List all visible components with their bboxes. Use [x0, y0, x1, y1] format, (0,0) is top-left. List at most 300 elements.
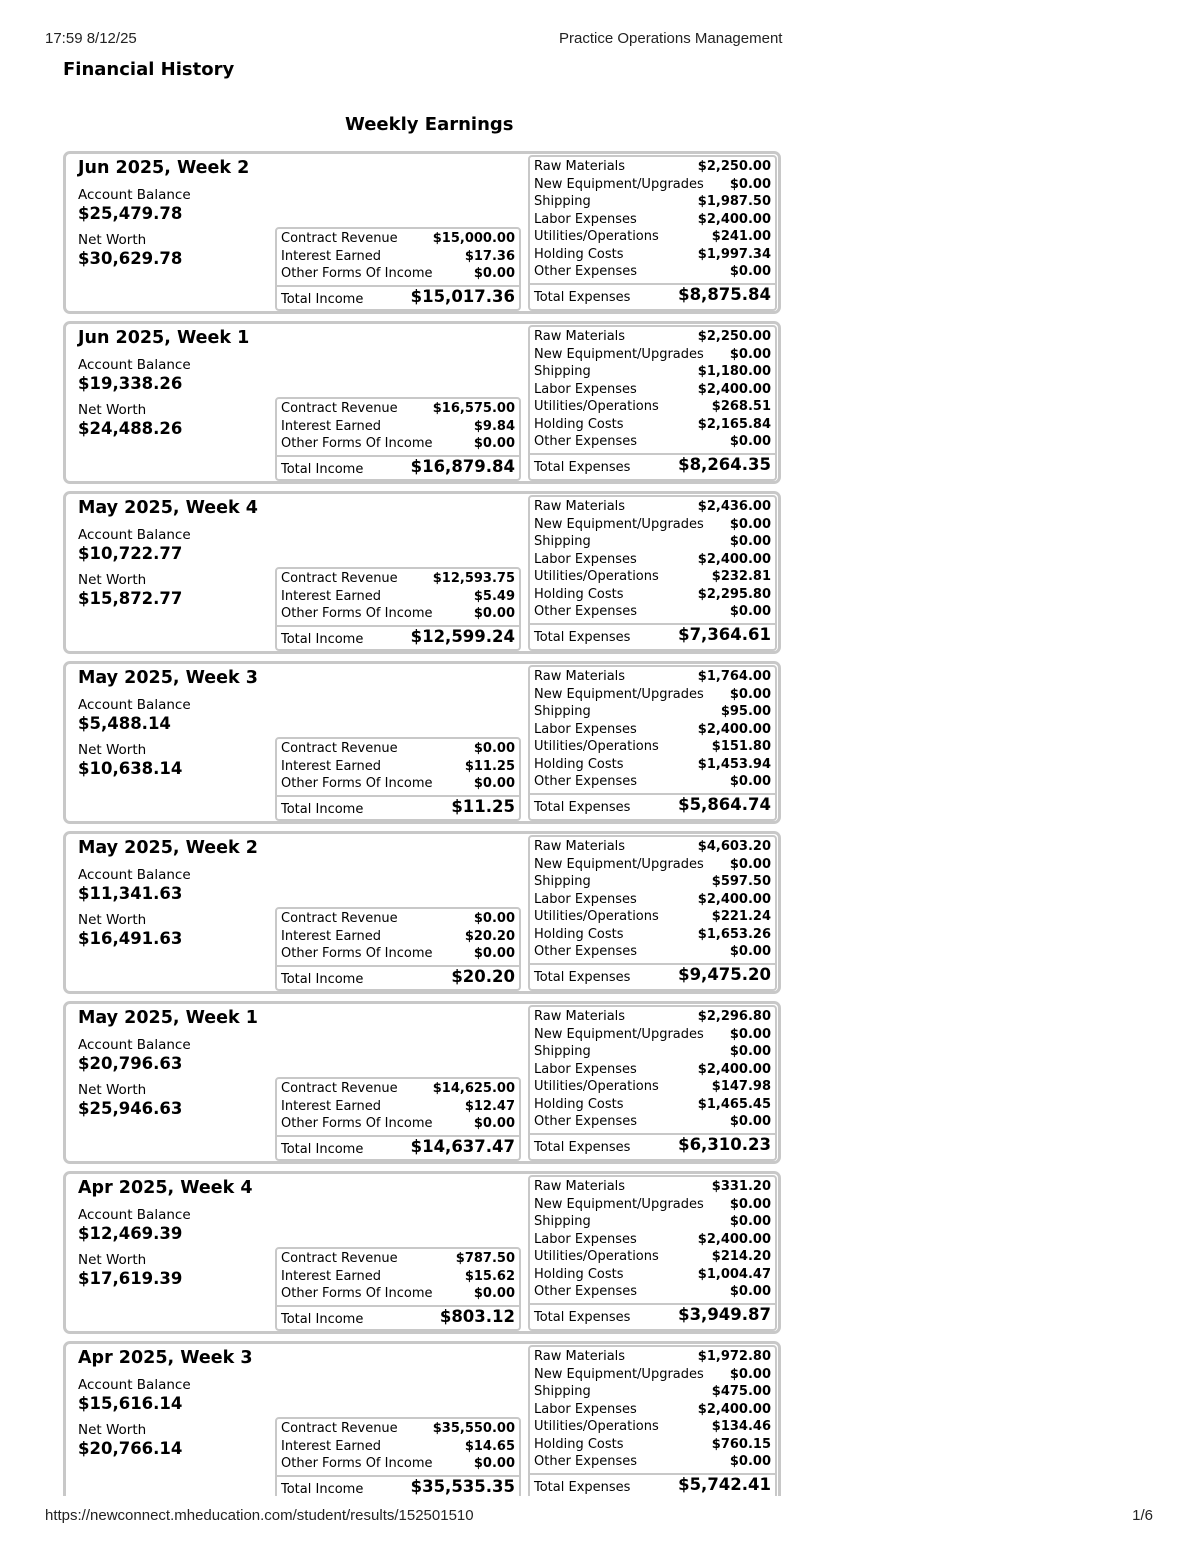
holding-costs-value: $1,653.26: [697, 926, 771, 942]
holding-costs-row: [530, 1096, 775, 1114]
raw-materials-row: [530, 1008, 775, 1026]
holding-costs-value: $1,465.45: [697, 1096, 771, 1112]
week-title: Jun 2025, Week 2: [78, 158, 250, 178]
other-income-value: $0.00: [473, 1286, 515, 1301]
total-expenses-value: $8,264.35: [678, 454, 771, 474]
print-datetime: 17:59 8/12/25: [45, 30, 137, 47]
new-equipment-row: [530, 1026, 775, 1044]
interest-earned-row: [277, 418, 519, 436]
account-balance-value: $19,338.26: [78, 374, 183, 393]
shipping-value: $0.00: [729, 1044, 771, 1059]
raw-materials-label: Raw Materials: [534, 499, 626, 514]
contract-revenue-label: Contract Revenue: [281, 911, 398, 926]
utilities-label: Utilities/Operations: [534, 399, 659, 414]
account-balance-label: Account Balance: [78, 867, 191, 883]
holding-costs-row: [530, 416, 775, 434]
new-equipment-value: $0.00: [729, 1196, 771, 1212]
shipping-value: $1,987.50: [697, 194, 771, 209]
total-expenses-label: Total Expenses: [534, 629, 631, 645]
total-expenses-label: Total Expenses: [534, 1309, 631, 1325]
new-equipment-label: New Equipment/Upgrades: [534, 1366, 704, 1382]
contract-revenue-label: Contract Revenue: [281, 231, 398, 246]
holding-costs-label: Holding Costs: [534, 416, 624, 432]
interest-earned-row: [277, 1098, 519, 1116]
holding-costs-label: Holding Costs: [534, 1436, 624, 1452]
net-worth-label: Net Worth: [78, 1422, 147, 1438]
interest-earned-label: Interest Earned: [281, 1098, 382, 1114]
total-expenses-value: $5,864.74: [678, 794, 771, 814]
total-income-label: Total Income: [281, 461, 364, 477]
expense-table: [528, 1175, 777, 1331]
shipping-label: Shipping: [534, 534, 591, 549]
interest-earned-row: [277, 928, 519, 946]
total-income-value: $12,599.24: [410, 626, 515, 646]
contract-revenue-value: $15,000.00: [432, 231, 515, 246]
other-expenses-row: [530, 603, 775, 621]
raw-materials-value: $331.20: [711, 1179, 771, 1194]
holding-costs-label: Holding Costs: [534, 1266, 624, 1282]
new-equipment-row: [530, 686, 775, 704]
raw-materials-row: [530, 158, 775, 176]
other-expenses-label: Other Expenses: [534, 1114, 637, 1129]
total-income-label: Total Income: [281, 1311, 364, 1327]
total-income-row: [277, 455, 519, 477]
raw-materials-row: [530, 1348, 775, 1366]
section-title: Weekly Earnings: [345, 114, 514, 135]
contract-revenue-row: [277, 570, 519, 588]
total-expenses-row: [530, 793, 775, 815]
raw-materials-label: Raw Materials: [534, 159, 626, 174]
utilities-label: Utilities/Operations: [534, 1419, 659, 1434]
utilities-label: Utilities/Operations: [534, 1079, 659, 1094]
other-expenses-value: $0.00: [729, 434, 771, 449]
other-income-value: $0.00: [473, 436, 515, 451]
page-indicator: 1/6: [1132, 1507, 1153, 1524]
other-expenses-label: Other Expenses: [534, 944, 637, 959]
other-income-row: [277, 945, 519, 963]
new-equipment-row: [530, 1366, 775, 1384]
new-equipment-value: $0.00: [729, 346, 771, 362]
labor-expenses-row: [530, 211, 775, 229]
labor-expenses-label: Labor Expenses: [534, 381, 637, 397]
labor-expenses-value: $2,400.00: [697, 1061, 771, 1077]
shipping-value: $475.00: [711, 1384, 771, 1399]
contract-revenue-value: $14,625.00: [432, 1081, 515, 1096]
account-balance-value: $12,469.39: [78, 1224, 183, 1243]
net-worth-value: $25,946.63: [78, 1099, 183, 1118]
week-card: [63, 1341, 781, 1496]
shipping-label: Shipping: [534, 194, 591, 209]
total-income-row: [277, 1135, 519, 1157]
total-expenses-row: [530, 1473, 775, 1495]
other-income-row: [277, 265, 519, 283]
other-expenses-label: Other Expenses: [534, 1454, 637, 1469]
total-income-value: $16,879.84: [410, 456, 515, 476]
account-balance-value: $11,341.63: [78, 884, 183, 903]
utilities-value: $268.51: [711, 399, 771, 414]
interest-earned-value: $14.65: [464, 1438, 515, 1454]
other-income-label: Other Forms Of Income: [281, 266, 433, 281]
print-footer: [45, 1507, 1153, 1524]
net-worth-label: Net Worth: [78, 742, 147, 758]
week-card: [63, 831, 781, 994]
new-equipment-label: New Equipment/Upgrades: [534, 176, 704, 192]
utilities-value: $241.00: [711, 229, 771, 244]
income-table: [275, 737, 521, 821]
interest-earned-label: Interest Earned: [281, 1438, 382, 1454]
new-equipment-label: New Equipment/Upgrades: [534, 516, 704, 532]
total-income-value: $35,535.35: [410, 1476, 515, 1496]
income-table: [275, 1247, 521, 1331]
total-income-label: Total Income: [281, 631, 364, 647]
total-income-label: Total Income: [281, 1481, 364, 1496]
holding-costs-row: [530, 246, 775, 264]
other-income-value: $0.00: [473, 1456, 515, 1471]
account-balance-label: Account Balance: [78, 527, 191, 543]
holding-costs-value: $1,004.47: [697, 1266, 771, 1282]
shipping-label: Shipping: [534, 1214, 591, 1229]
net-worth-label: Net Worth: [78, 402, 147, 418]
other-expenses-row: [530, 433, 775, 451]
expense-table: [528, 325, 777, 481]
new-equipment-label: New Equipment/Upgrades: [534, 856, 704, 872]
contract-revenue-label: Contract Revenue: [281, 1081, 398, 1096]
shipping-value: $0.00: [729, 534, 771, 549]
account-balance-value: $5,488.14: [78, 714, 171, 733]
raw-materials-label: Raw Materials: [534, 329, 626, 344]
labor-expenses-value: $2,400.00: [697, 211, 771, 227]
expense-table: [528, 495, 777, 651]
contract-revenue-value: $16,575.00: [432, 401, 515, 416]
total-income-row: [277, 625, 519, 647]
contract-revenue-label: Contract Revenue: [281, 1251, 398, 1266]
total-income-label: Total Income: [281, 971, 364, 987]
other-income-row: [277, 1455, 519, 1473]
utilities-row: [530, 1248, 775, 1266]
other-expenses-label: Other Expenses: [534, 264, 637, 279]
utilities-label: Utilities/Operations: [534, 229, 659, 244]
expense-table: [528, 1345, 777, 1496]
labor-expenses-label: Labor Expenses: [534, 1231, 637, 1247]
shipping-row: [530, 533, 775, 551]
interest-earned-label: Interest Earned: [281, 758, 382, 774]
holding-costs-row: [530, 756, 775, 774]
contract-revenue-row: [277, 1080, 519, 1098]
other-income-row: [277, 775, 519, 793]
week-title: Apr 2025, Week 4: [78, 1178, 253, 1198]
other-expenses-value: $0.00: [729, 264, 771, 279]
income-table: [275, 397, 521, 481]
other-expenses-row: [530, 1283, 775, 1301]
raw-materials-row: [530, 668, 775, 686]
new-equipment-value: $0.00: [729, 686, 771, 702]
utilities-label: Utilities/Operations: [534, 1249, 659, 1264]
account-balance-label: Account Balance: [78, 1207, 191, 1223]
other-expenses-value: $0.00: [729, 1454, 771, 1469]
contract-revenue-value: $12,593.75: [432, 571, 515, 586]
total-income-row: [277, 795, 519, 817]
other-income-label: Other Forms Of Income: [281, 776, 433, 791]
interest-earned-label: Interest Earned: [281, 1268, 382, 1284]
holding-costs-value: $760.15: [711, 1436, 771, 1452]
other-expenses-value: $0.00: [729, 1284, 771, 1299]
other-expenses-row: [530, 773, 775, 791]
interest-earned-value: $17.36: [464, 248, 515, 264]
income-table: [275, 567, 521, 651]
interest-earned-row: [277, 758, 519, 776]
new-equipment-row: [530, 856, 775, 874]
page-title: Financial History: [63, 59, 235, 80]
net-worth-label: Net Worth: [78, 232, 147, 248]
utilities-row: [530, 908, 775, 926]
raw-materials-row: [530, 328, 775, 346]
total-expenses-value: $9,475.20: [678, 964, 771, 984]
contract-revenue-label: Contract Revenue: [281, 401, 398, 416]
labor-expenses-label: Labor Expenses: [534, 721, 637, 737]
total-expenses-row: [530, 963, 775, 985]
other-income-value: $0.00: [473, 606, 515, 621]
raw-materials-value: $2,250.00: [697, 159, 771, 174]
labor-expenses-label: Labor Expenses: [534, 1401, 637, 1417]
other-income-value: $0.00: [473, 266, 515, 281]
other-income-row: [277, 1115, 519, 1133]
new-equipment-value: $0.00: [729, 176, 771, 192]
contract-revenue-label: Contract Revenue: [281, 571, 398, 586]
shipping-value: $1,180.00: [697, 364, 771, 379]
new-equipment-value: $0.00: [729, 856, 771, 872]
shipping-row: [530, 1383, 775, 1401]
interest-earned-value: $9.84: [473, 418, 515, 434]
other-income-label: Other Forms Of Income: [281, 436, 433, 451]
new-equipment-label: New Equipment/Upgrades: [534, 686, 704, 702]
holding-costs-value: $2,295.80: [697, 586, 771, 602]
interest-earned-value: $11.25: [464, 758, 515, 774]
shipping-row: [530, 1043, 775, 1061]
expense-table: [528, 665, 777, 821]
other-expenses-value: $0.00: [729, 604, 771, 619]
other-expenses-row: [530, 263, 775, 281]
income-table: [275, 227, 521, 311]
total-expenses-value: $6,310.23: [678, 1134, 771, 1154]
total-expenses-row: [530, 623, 775, 645]
new-equipment-value: $0.00: [729, 516, 771, 532]
net-worth-value: $24,488.26: [78, 419, 183, 438]
raw-materials-value: $2,296.80: [697, 1009, 771, 1024]
labor-expenses-row: [530, 381, 775, 399]
labor-expenses-row: [530, 1231, 775, 1249]
labor-expenses-label: Labor Expenses: [534, 211, 637, 227]
raw-materials-label: Raw Materials: [534, 669, 626, 684]
utilities-label: Utilities/Operations: [534, 739, 659, 754]
utilities-row: [530, 398, 775, 416]
labor-expenses-row: [530, 891, 775, 909]
labor-expenses-label: Labor Expenses: [534, 1061, 637, 1077]
net-worth-value: $15,872.77: [78, 589, 183, 608]
other-income-label: Other Forms Of Income: [281, 1116, 433, 1131]
page-url: https://newconnect.mheducation.com/student/results/152501510: [45, 1507, 474, 1524]
raw-materials-label: Raw Materials: [534, 1179, 626, 1194]
utilities-value: $134.46: [711, 1419, 771, 1434]
shipping-value: $95.00: [720, 704, 771, 719]
shipping-label: Shipping: [534, 704, 591, 719]
account-balance-label: Account Balance: [78, 1377, 191, 1393]
net-worth-label: Net Worth: [78, 912, 147, 928]
raw-materials-value: $4,603.20: [697, 839, 771, 854]
shipping-row: [530, 873, 775, 891]
net-worth-label: Net Worth: [78, 572, 147, 588]
net-worth-value: $10,638.14: [78, 759, 183, 778]
holding-costs-value: $2,165.84: [697, 416, 771, 432]
account-balance-value: $20,796.63: [78, 1054, 183, 1073]
new-equipment-label: New Equipment/Upgrades: [534, 1026, 704, 1042]
week-title: May 2025, Week 1: [78, 1008, 258, 1028]
net-worth-label: Net Worth: [78, 1082, 147, 1098]
labor-expenses-value: $2,400.00: [697, 1231, 771, 1247]
contract-revenue-label: Contract Revenue: [281, 1421, 398, 1436]
holding-costs-row: [530, 1266, 775, 1284]
week-card: [63, 1001, 781, 1164]
net-worth-label: Net Worth: [78, 1252, 147, 1268]
labor-expenses-value: $2,400.00: [697, 721, 771, 737]
interest-earned-value: $5.49: [473, 588, 515, 604]
week-title: Jun 2025, Week 1: [78, 328, 250, 348]
utilities-row: [530, 1418, 775, 1436]
utilities-value: $232.81: [711, 569, 771, 584]
labor-expenses-row: [530, 551, 775, 569]
utilities-row: [530, 1078, 775, 1096]
total-income-value: $803.12: [439, 1306, 515, 1326]
expense-table: [528, 1005, 777, 1161]
total-expenses-value: $5,742.41: [678, 1474, 771, 1494]
total-expenses-label: Total Expenses: [534, 1479, 631, 1495]
shipping-label: Shipping: [534, 874, 591, 889]
expense-table: [528, 155, 777, 311]
interest-earned-value: $15.62: [464, 1268, 515, 1284]
interest-earned-label: Interest Earned: [281, 418, 382, 434]
account-balance-label: Account Balance: [78, 357, 191, 373]
contract-revenue-row: [277, 400, 519, 418]
other-income-label: Other Forms Of Income: [281, 1286, 433, 1301]
shipping-row: [530, 193, 775, 211]
new-equipment-row: [530, 346, 775, 364]
interest-earned-row: [277, 588, 519, 606]
contract-revenue-value: $35,550.00: [432, 1421, 515, 1436]
utilities-value: $221.24: [711, 909, 771, 924]
raw-materials-row: [530, 1178, 775, 1196]
other-expenses-label: Other Expenses: [534, 434, 637, 449]
week-card: [63, 491, 781, 654]
raw-materials-label: Raw Materials: [534, 839, 626, 854]
labor-expenses-value: $2,400.00: [697, 381, 771, 397]
total-income-value: $11.25: [451, 796, 515, 816]
week-card: [63, 321, 781, 484]
other-income-label: Other Forms Of Income: [281, 1456, 433, 1471]
other-expenses-row: [530, 1453, 775, 1471]
shipping-row: [530, 363, 775, 381]
shipping-label: Shipping: [534, 1384, 591, 1399]
utilities-value: $214.20: [711, 1249, 771, 1264]
holding-costs-row: [530, 586, 775, 604]
total-income-label: Total Income: [281, 291, 364, 307]
utilities-row: [530, 228, 775, 246]
raw-materials-value: $2,250.00: [697, 329, 771, 344]
total-income-value: $14,637.47: [410, 1136, 515, 1156]
weekly-earnings-list: [63, 151, 783, 1496]
total-income-value: $20.20: [451, 966, 515, 986]
total-expenses-label: Total Expenses: [534, 1139, 631, 1155]
account-balance-label: Account Balance: [78, 697, 191, 713]
labor-expenses-label: Labor Expenses: [534, 891, 637, 907]
labor-expenses-value: $2,400.00: [697, 891, 771, 907]
other-income-row: [277, 1285, 519, 1303]
contract-revenue-value: $0.00: [473, 911, 515, 926]
labor-expenses-row: [530, 1061, 775, 1079]
account-balance-label: Account Balance: [78, 1037, 191, 1053]
net-worth-value: $16,491.63: [78, 929, 183, 948]
other-expenses-label: Other Expenses: [534, 1284, 637, 1299]
shipping-label: Shipping: [534, 1044, 591, 1059]
labor-expenses-row: [530, 721, 775, 739]
interest-earned-row: [277, 1438, 519, 1456]
income-table: [275, 1417, 521, 1496]
other-expenses-value: $0.00: [729, 944, 771, 959]
week-card: [63, 661, 781, 824]
other-expenses-row: [530, 943, 775, 961]
contract-revenue-label: Contract Revenue: [281, 741, 398, 756]
labor-expenses-value: $2,400.00: [697, 551, 771, 567]
interest-earned-row: [277, 248, 519, 266]
contract-revenue-row: [277, 230, 519, 248]
total-expenses-row: [530, 1303, 775, 1325]
total-expenses-row: [530, 283, 775, 305]
account-balance-value: $15,616.14: [78, 1394, 183, 1413]
other-expenses-label: Other Expenses: [534, 774, 637, 789]
interest-earned-label: Interest Earned: [281, 248, 382, 264]
new-equipment-row: [530, 1196, 775, 1214]
other-income-label: Other Forms Of Income: [281, 946, 433, 961]
utilities-row: [530, 568, 775, 586]
total-income-label: Total Income: [281, 801, 364, 817]
other-income-label: Other Forms Of Income: [281, 606, 433, 621]
raw-materials-label: Raw Materials: [534, 1349, 626, 1364]
interest-earned-label: Interest Earned: [281, 588, 382, 604]
other-income-value: $0.00: [473, 776, 515, 791]
interest-earned-value: $12.47: [464, 1098, 515, 1114]
total-expenses-label: Total Expenses: [534, 459, 631, 475]
holding-costs-label: Holding Costs: [534, 1096, 624, 1112]
holding-costs-row: [530, 1436, 775, 1454]
total-expenses-row: [530, 453, 775, 475]
interest-earned-row: [277, 1268, 519, 1286]
net-worth-value: $30,629.78: [78, 249, 183, 268]
contract-revenue-value: $787.50: [455, 1251, 515, 1266]
holding-costs-value: $1,997.34: [697, 246, 771, 262]
interest-earned-label: Interest Earned: [281, 928, 382, 944]
account-balance-label: Account Balance: [78, 187, 191, 203]
raw-materials-row: [530, 498, 775, 516]
total-expenses-value: $8,875.84: [678, 284, 771, 304]
interest-earned-value: $20.20: [464, 928, 515, 944]
week-title: May 2025, Week 4: [78, 498, 258, 518]
shipping-row: [530, 703, 775, 721]
shipping-row: [530, 1213, 775, 1231]
total-expenses-label: Total Expenses: [534, 799, 631, 815]
holding-costs-label: Holding Costs: [534, 756, 624, 772]
raw-materials-value: $1,764.00: [697, 669, 771, 684]
utilities-label: Utilities/Operations: [534, 569, 659, 584]
account-balance-value: $25,479.78: [78, 204, 183, 223]
new-equipment-row: [530, 176, 775, 194]
